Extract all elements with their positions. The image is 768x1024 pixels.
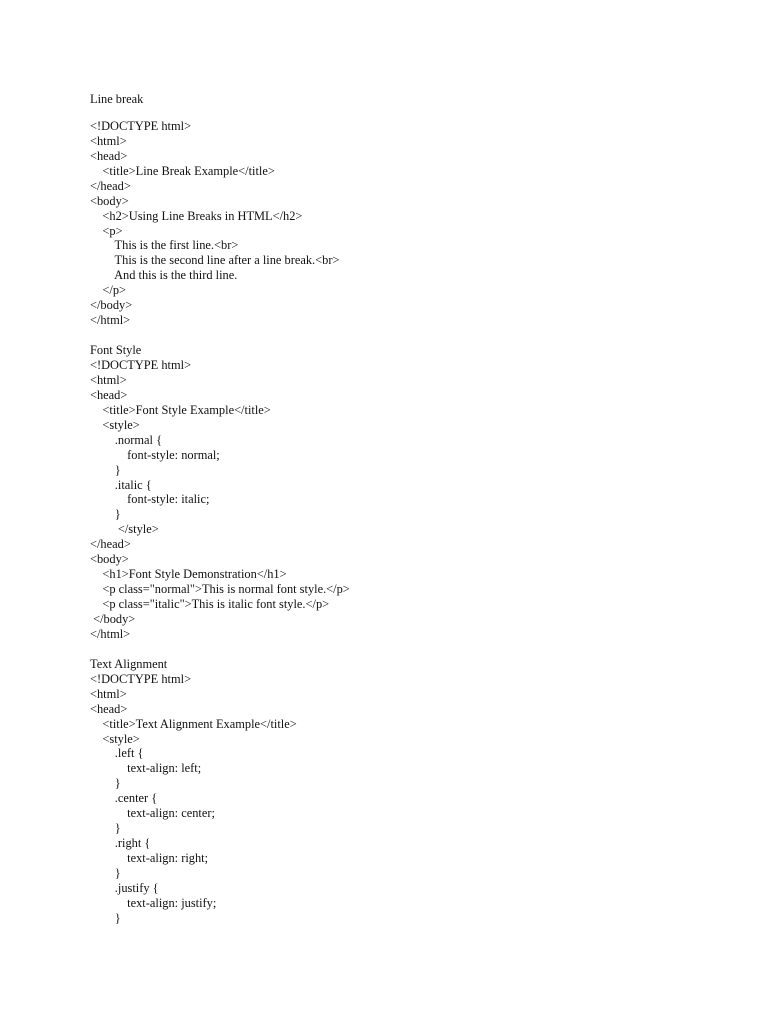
code-line: <p class="italic">This is italic font style.</p>: [90, 597, 330, 611]
code-line: This is the second line after a line break.<br>: [90, 253, 340, 268]
code-line: text-align: left;: [90, 761, 202, 776]
code-line: This is the first line.<br>: [90, 238, 239, 253]
section-text-alignment: [90, 657, 730, 926]
section-line-break: [90, 92, 730, 328]
code-line: <h1>Font Style Demonstration</h1>: [90, 567, 287, 582]
code-line: }: [90, 507, 121, 522]
code-line: <!DOCTYPE html>: [90, 671, 192, 686]
code-block: [90, 358, 730, 642]
code-line: <html>: [90, 372, 127, 387]
code-line: <style>: [90, 417, 140, 432]
code-block: [90, 672, 730, 926]
code-line: .left {: [90, 746, 144, 761]
code-line: <body>: [90, 552, 129, 567]
code-block: [90, 119, 730, 328]
code-line: <head>: [90, 701, 128, 716]
code-line: </p>: [90, 283, 127, 298]
code-line: <html>: [90, 686, 127, 701]
code-line: <title>Font Style Example</title>: [90, 402, 271, 417]
code-line: font-style: italic;: [90, 492, 210, 507]
document-page: [90, 92, 730, 926]
code-line: <title>Text Alignment Example</title>: [90, 716, 297, 731]
code-line: text-align: center;: [90, 806, 215, 821]
code-line: <style>: [90, 731, 140, 746]
code-line: </body>: [90, 298, 133, 313]
code-line: .center {: [90, 791, 158, 806]
code-line: text-align: justify;: [90, 895, 217, 910]
code-line: <p class="normal">This is normal font style.</p>: [90, 582, 350, 597]
section-title: Font Style: [90, 343, 142, 358]
code-line: }: [90, 821, 121, 836]
code-line: And this is the third line.: [90, 268, 238, 283]
code-line: <html>: [90, 133, 127, 148]
code-line: .justify {: [90, 880, 159, 895]
code-line: </html>: [90, 313, 131, 328]
code-line: <p>: [90, 223, 123, 238]
code-line: }: [90, 462, 121, 477]
code-line: <head>: [90, 387, 128, 402]
code-line: text-align: right;: [90, 851, 209, 865]
code-line: <head>: [90, 148, 128, 163]
code-line: <!DOCTYPE html>: [90, 358, 192, 372]
code-line: }: [90, 776, 121, 791]
code-line: <body>: [90, 193, 129, 208]
code-line: </style>: [90, 522, 159, 537]
code-line: <!DOCTYPE html>: [90, 118, 192, 133]
section-title: Text Alignment: [90, 656, 168, 671]
section-title: Line break: [90, 92, 144, 106]
code-line: </html>: [90, 626, 131, 641]
code-line: }: [90, 865, 121, 880]
code-line: </head>: [90, 178, 131, 193]
code-line: .italic {: [90, 477, 152, 492]
code-line: font-style: normal;: [90, 447, 220, 462]
code-line: <h2>Using Line Breaks in HTML</h2>: [90, 208, 303, 223]
code-line: </head>: [90, 537, 131, 552]
code-line: </body>: [90, 611, 136, 626]
code-line: .normal {: [90, 432, 163, 447]
code-line: <title>Line Break Example</title>: [90, 163, 275, 178]
code-line: }: [90, 910, 121, 925]
code-line: .right {: [90, 836, 151, 851]
section-font-style: [90, 343, 730, 642]
